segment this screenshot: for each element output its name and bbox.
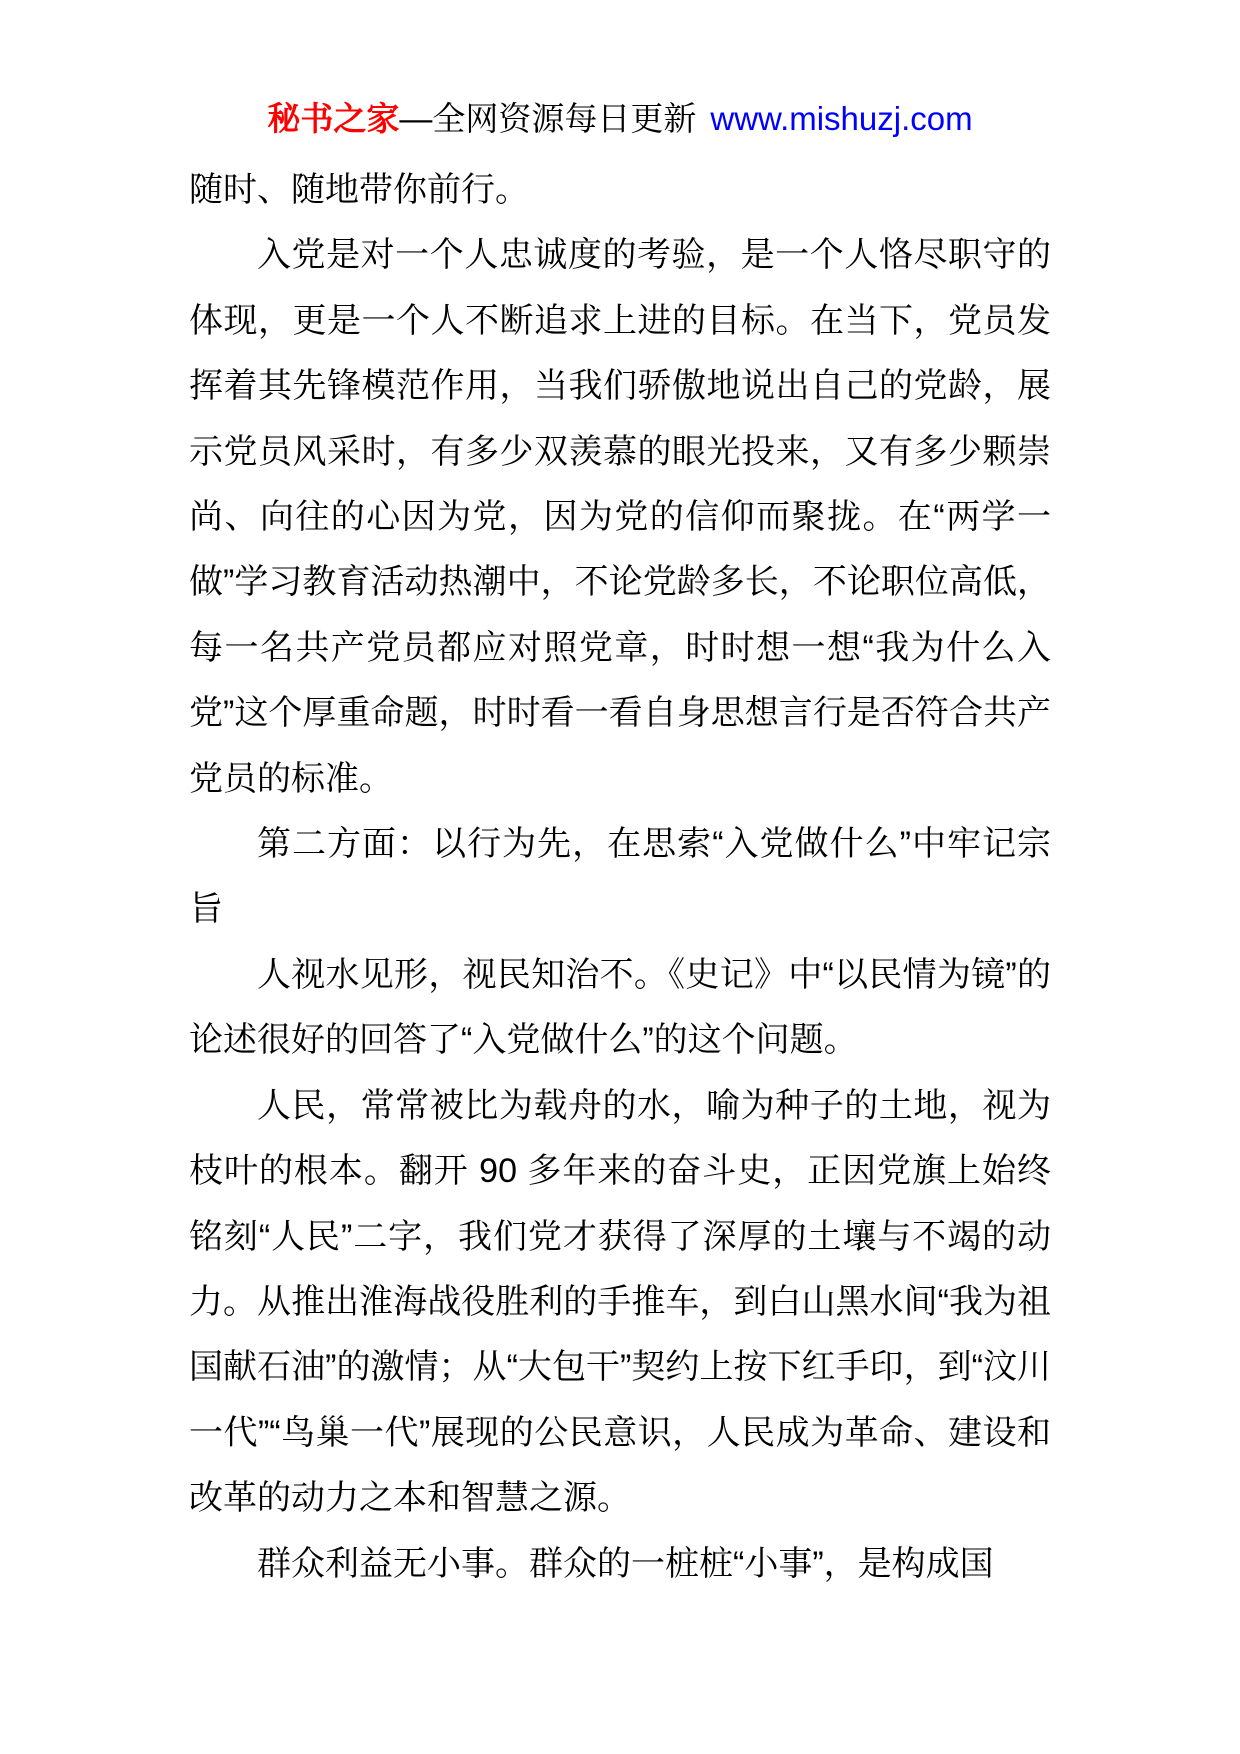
paragraph: 人视水见形，视民知治不。《史记》中“以民情为镜”的论述很好的回答了“入党做什么”的这个问题。 (189, 955, 1051, 1060)
header-tagline: 全网资源每日更新 (432, 100, 697, 137)
site-brand: 秘书之家 (267, 100, 400, 137)
site-header (189, 98, 1051, 140)
paragraph: 第二方面：以行为先，在思索“入党做什么”中牢记宗旨 (189, 825, 1051, 929)
paragraph: 人民，常常被比为载舟的水，喻为种子的土地，视为枝叶的根本。翻开 90 多年来的奋斗史，正因党旗上始终铭刻“人民”二字，我们党才获得了深厚的土壤与不竭的动力。从推出淮海战役胜利的手推车，到白山黑水间“我为祖国献石油”的激情；从“大包干”契约上按下红手印，到“汶川一代”“鸟巢一代”展现的公民意识，人民成为革命、建设和改革的动力之本和智慧之源。 (189, 1086, 1051, 1518)
paragraph: 随时、随地带你前行。 (189, 171, 529, 209)
paragraph: 群众利益无小事。群众的一桩桩“小事”，是构成国 (257, 1544, 994, 1583)
site-url-link[interactable]: www.mishuzj.com (710, 100, 973, 137)
header-separator: — (399, 100, 433, 137)
paragraph: 入党是对一个人忠诚度的考验，是一个人恪尽职守的体现，更是一个人不断追求上进的目标。在当下，党员发挥着其先锋模范作用，当我们骄傲地说出自己的党龄，展示党员风采时，有多少双羡慕的眼光投来，又有多少颗崇尚、向往的心因为党，因为党的信仰而聚拢。在“两学一做”学习教育活动热潮中，不论党龄多长，不论职位高低，每一名共产党员都应对照党章，时时想一想“我为什么入党”这个厚重命题，时时看一看自身思想言行是否符合共产党员的标准。 (189, 236, 1051, 798)
document-body (189, 158, 1051, 1597)
